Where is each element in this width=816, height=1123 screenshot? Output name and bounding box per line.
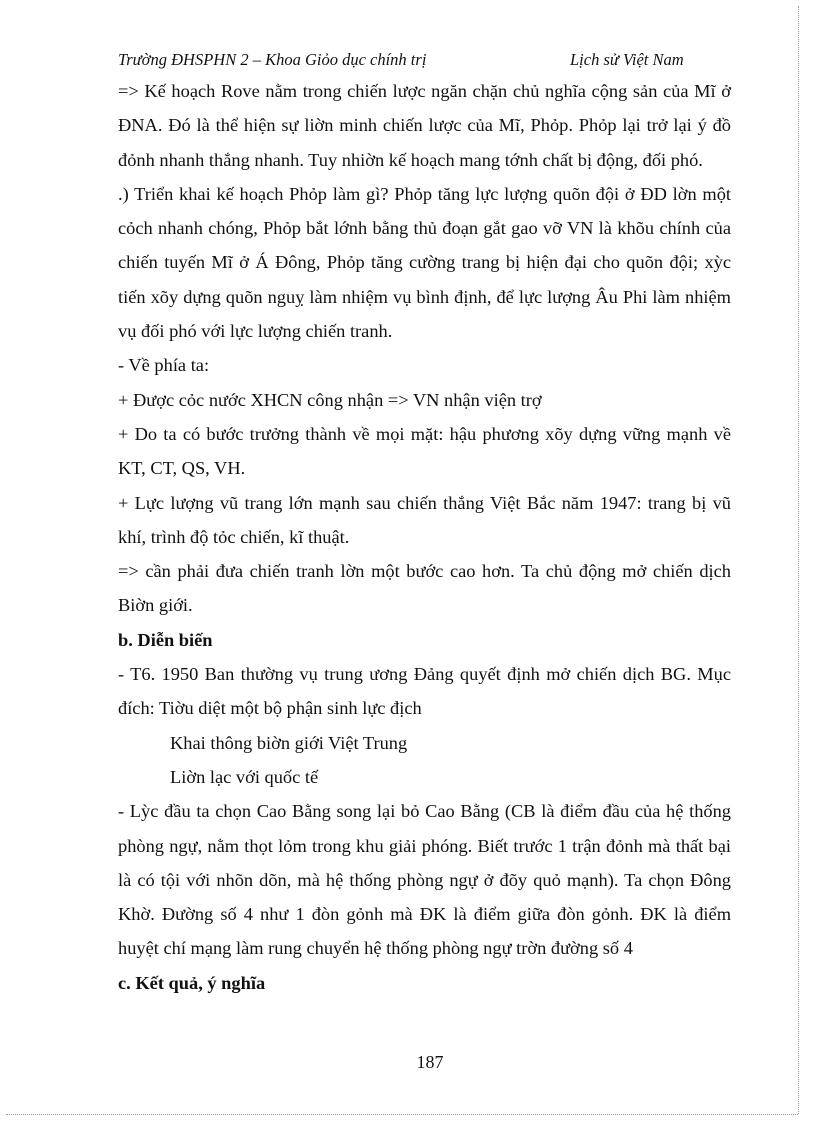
section-heading-developments: b. Diễn biến — [118, 629, 213, 650]
running-header — [118, 50, 708, 74]
paragraph-goal-border: Khai thông biờn giới Việt Trung — [170, 732, 408, 753]
header-institution: Trường ĐHSPHN 2 – Khoa Giỏo dục chính trị — [118, 50, 427, 69]
page-border-bottom — [6, 1114, 798, 1115]
paragraph-goal-international: Liờn lạc với quốc tế — [170, 766, 319, 787]
section-heading-results: c. Kết quả, ý nghĩa — [118, 972, 266, 993]
paragraph-our-side: - Về phía ta: — [118, 355, 210, 376]
paragraph-french-deployment: .) Triển khai kế hoạch Phỏp làm gì? Phỏp tăng lực lượng quõn đội ở ĐD lờn một cỏch nhanh chóng, Phỏp bắt lớnh bằng thủ đoạn gắt gao vỡ VN là khõu chính của chiến tuyến Mĩ ở Á Đông, Phỏp tăng cường trang bị hiện đại cho quõn đội; xỳc tiến xõy dựng quõn nguỵ làm nhiệm vụ bình định, để lực lượng Âu Phi làm nhiệm vụ đối phó với lực lượng chiến tranh. — [118, 183, 731, 342]
paragraph-growth: + Do ta có bước trưởng thành về mọi mặt: hậu phương xõy dựng vững mạnh về KT, CT, QS, VH. — [118, 423, 731, 479]
paragraph-armed-forces: + Lực lượng vũ trang lớn mạnh sau chiến thắng Việt Bắc năm 1947: trang bị vũ khí, trình độ tỏc chiến, kĩ thuật. — [118, 492, 731, 547]
paragraph-cao-bang: - Lỳc đầu ta chọn Cao Bằng song lại bỏ Cao Bằng (CB là điểm đầu của hệ thống phòng ngự, nằm thọt lỏm trong khu giải phóng. Biết trước 1 trận đỏnh mà thất bại là có tội với nhõn dõn, mà hệ thống phòng ngự ở đõy quỏ mạnh). Ta chọn Đông Khờ. Đường số 4 như 1 đòn gỏnh mà ĐK là điểm giữa đòn gỏnh. ĐK là điểm huyệt chí mạng làm rung chuyển hệ thống phòng ngự trờn đường số 4 — [118, 801, 731, 959]
paragraph-june-1950: - T6. 1950 Ban thường vụ trung ương Đảng quyết định mở chiến dịch BG. Mục đích: Tiờu diệt một bộ phận sinh lực địch — [118, 664, 731, 719]
document-body — [118, 74, 731, 1000]
paragraph-conclusion: => cần phải đưa chiến tranh lờn một bước cao hơn. Ta chủ động mở chiến dịch Biờn giới. — [118, 561, 731, 616]
page-border-right — [798, 6, 799, 1114]
page-number: 187 — [416, 1052, 444, 1072]
paragraph-recognition: + Được cỏc nước XHCN công nhận => VN nhận viện trợ — [118, 389, 542, 410]
header-subject: Lịch sử Việt Nam — [570, 50, 684, 69]
paragraph-rove-plan: => Kế hoạch Rove nằm trong chiến lược ngăn chặn chủ nghĩa cộng sản của Mĩ ở ĐNA. Đó là thể hiện sự liờn minh chiến lược của Mĩ, Phỏp. Phỏp lại trở lại ý đồ đỏnh nhanh thắng nhanh. Tuy nhiờn kế hoạch mang tớnh chất bị động, đối phó. — [118, 81, 731, 170]
